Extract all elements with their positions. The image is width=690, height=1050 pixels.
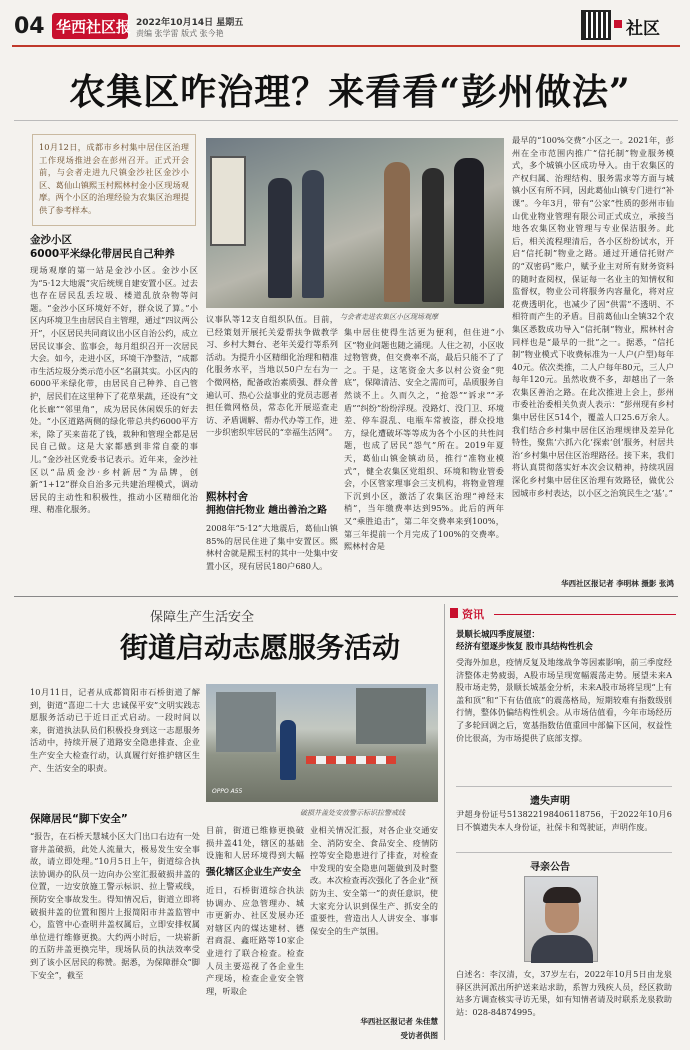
notice1-divider xyxy=(456,786,672,787)
article1-byline: 华西社区报记者 李明林 摄影 张鸿 xyxy=(561,579,674,588)
article2-byline2: 受访者供图 xyxy=(400,1031,438,1040)
photo-watermark: OPPO A55 xyxy=(212,788,243,795)
photo-person-4 xyxy=(422,168,444,302)
sub1-title: 6000平米绿化带居民自己种养 xyxy=(30,248,175,260)
photo-person-3 xyxy=(384,162,410,302)
editors-line: 责编 张学雷 版式 张今艳 xyxy=(136,29,224,38)
qr-code-icon xyxy=(583,12,609,38)
photo-building xyxy=(216,692,276,752)
article2-photo-caption: 破损井盖处安放警示标识拉警戒线 xyxy=(300,809,405,817)
col2b-body: 2008年“5·12”大地震后，葛仙山镇85%的居民住进了集中安置区。熙林村舍就是熙玉村的其中一处集中安置小区，现有居民180户680人。 xyxy=(206,523,338,571)
article2-photo xyxy=(206,684,438,802)
article1-photo xyxy=(206,138,504,308)
news-title-line2: 经济有望逐步恢复 股市具结构性机会 xyxy=(456,641,593,651)
article2-col2a-body: 目前，街道已维修更换破损井盖41处，辖区的基础设施和人居环境得到大幅 xyxy=(206,825,304,861)
notice1-title: 遗失声明 xyxy=(530,796,570,807)
sidebar-vertical-rule xyxy=(444,604,445,1040)
photo-person-2 xyxy=(302,170,324,298)
news-body: 受海外加息，疫情反复及地缘战争等因素影响，前三季度经济整体走势疲弱，A股市场呈现宽幅震荡走势。展望未来A股市场走势，景顺长城基金分析，未来A股市场将呈现“上有盖和顶”和“下有估值底”的震荡格局，短期较难有指数级别行情，整体仍偏结构性机会。从市场估值看，今年市场经历了多轮回调之后，宽基指数估值重回中部偏下区间，权益性价比很高，为市场提供了底部支撑。 xyxy=(456,657,672,743)
article2-sub2-title: 强化辖区企业生产安全 xyxy=(206,867,302,878)
article2-byline1: 华西社区报记者 朱佳慧 xyxy=(360,1017,438,1026)
mid-divider xyxy=(14,596,678,597)
photo-hair xyxy=(543,887,581,903)
issue-date: 2022年10月14日 星期五 xyxy=(136,18,244,28)
article2-sub1-title: 保障居民“脚下安全” xyxy=(30,813,128,825)
sidebar xyxy=(450,604,678,1044)
col3-body: 集中居住使得生活更为便利，但住进“小区”物业问题也随之涌现。人住之初，小区收过物管费，但交费率不高，最后只能不了了之。于是，这笔资金大多以村公资金“兜底”，保障清洁、安全之需而可，品质服务自然谈不上。久而久之，“抢怨”“诉求”“矛盾”“纠纷”纷纷浮现。没路灯、没门卫、环境差、停车混乱、电瓶车常被盗，群众投地方，绿化遭破坏等等成为各个小区的共性问题，也成了居民“怨气”所在。2019年夏天，葛仙山镇金镇动员，推行“准物业模式”，健全农集区党组织、环境和物业管委会，小区管家理事会三支机构，将物业管理下沉到小区，激活了农集区治理“神经末梢”，当年缴费率达到95%。此后的两年又“乘胜追击”，第二年交费率来到100%，第三年提前一个月完成了100%的交费率。熙林村舍是 xyxy=(344,327,504,552)
article2-col2b-body: 近日，石桥街道综合执法协调办、应急管理办、城市更新办、社区发展办还对辖区内的煤达建材、德君商混、鑫旺路等10家企业进行了联合检查。检查人员主要巡视了各企业生产现场，检查企业安全管理，听取企 xyxy=(206,885,304,996)
headline-underline xyxy=(14,120,678,121)
photo-shoulders xyxy=(531,935,593,963)
photo-person-5 xyxy=(454,158,484,304)
col2a-body: 议事队等12支自组织队伍。目前，已经策划开展托关爱帮扶争做教学习、乡村大舞台、老年关爱行等系列活动。为提升小区精细化治理和精准化服务水平，当地以50户左右为一个微网格，配备政治素质强、群众普遍认可、热心公益事业的党员志愿者担任微网格员，常态化开展巡查走访、矛盾调解、帮办代办等工作，进一步织密织牢居民的“幸福生活网”。 xyxy=(206,314,338,438)
brand-name: 华西社区报 xyxy=(56,18,132,36)
photo-display-board xyxy=(210,156,246,246)
sidebar-label-marker-icon xyxy=(450,608,458,618)
notice1-body: 尹超身份证号513822198406118756，于2022年10月6日不慎遗失本人身份证，社保卡和驾驶证，声明作废。 xyxy=(456,809,672,832)
article1-lead xyxy=(32,134,196,226)
article2-col3-body: 业相关情况汇报，对各企业交通安全、消防安全、食品安全、疫情防控等安全隐患进行了排查，对检查中发现的安全隐患问题做到及时整改。本次检查再次强化了各企业“预防为主、安全第一”的责任意识，使大家充分认识到保生产、抓安全的重要性，营造出人人讲安全、事事保安全的生产氛围。 xyxy=(310,825,438,936)
sub1-kicker: 金沙小区 xyxy=(30,234,72,246)
photo-building-2 xyxy=(356,688,426,744)
col4-body: 最早的“100%交费”小区之一。2021年，彭州在全市范围内推广“信托制”物业服务模式，多个城镇小区成功导入。由于农集区的产权归属、治理结构、服务需求等方面与城镇小区有所不同，因此葛仙山镇专门进行“补课”。今年3月，带有“公家”性质的彭州市仙山优业物业管理有限公司正式成立，承接当地各农集区物业管理与专业保洁服务。此后，相关流程理清后，各小区纷纷试水，开启“信托制”物业之路。通过开通信托财产的“双密码”账户，赋予业主对所有财务资料的随时查阅权，保证每一名业主的知情权和监督权，物业公司将服务内容量化，将对应花费透明化，也减少了因“供需”不透明、不相符而产生的矛盾。目前葛仙山全镇32个农集区悉数成功导入“信托制”物业，熙林村舍同样也是“最早的一批”之一。据悉，“信托制”物业模式下收费标准为一人户(户型)每年40元。依次类推，二人户每年80元，三人户每年120元。虽然收费不多，却越出了一条农集区善治之路。在此次推进上会上，彭州市委社治委相关负责人表示：“彭州现有乡村集中居住区514个，覆盖人口25.6万余人。我们结合乡村集中居住区治理规律及差异化特性，聚焦‘六抓六化’探索‘创’服务，村居共治‘乡村集中居住区治理路径。接下来，我们将认真贯彻落实好本次会议精神，持续巩固深化乡村集中居住区治理有效路径，做优公园城市乡村表达，以小区之治筑民生之‘基’。” xyxy=(512,135,674,498)
missing-person-photo xyxy=(524,876,598,962)
notice2-title: 寻亲公告 xyxy=(530,862,570,873)
sidebar-label: 资讯 xyxy=(462,608,484,621)
header-divider xyxy=(12,45,680,47)
article2-kicker: 保障生产生活安全 xyxy=(150,610,255,625)
section-name: 社区 xyxy=(626,19,660,39)
article2-col1-body: “报告，在石桥天慧城小区大门出口右边有一处窨井盖破损，此处人流量大，极易发生安全事故，请立即处理。”10月5日上午，街道综合执法协调办的队员一边向办公室汇报破损井盖的位置，一边安放施工警示标识、拉上警戒线，预防安全事故发生。得知情况后，街道立即将破损井盖的位置和图片上报简阳市井盖监管中心，监管中心查明井盖权属后，立即安排权属单位进行维修更换。大约两小时后，一块崭新的五防井盖更换完毕，现场队员的执法效率受到了该小区居民的称赞。据悉，为保障群众“脚下安全”，截至 xyxy=(30,831,200,980)
sidebar-label-line xyxy=(494,614,676,615)
article2-lead: 10月11日，记者从成都简阳市石桥街道了解到，街道“喜迎二十大 忠诚保平安”文明实践志愿服务活动已于近日正式启动。一段时间以来，街道执法队员们积极投身到这一志愿服务活动中，持续开展了道路安全隐患排查、企业生产安全大检查行动，认真履行好推护辖区生产、生活安全的职责。 xyxy=(30,687,200,773)
photo-barrier xyxy=(306,756,396,764)
lead-text: 10月12日，成都市乡村集中居住区治理工作现场推进会在彭州召开。正式开会前，与会者走进九尺镇金沙社区金沙小区、葛仙山镇熙玉村熙林村金小区现场观摩。两个小区的治理经验为农集区治理提供了参考样本。 xyxy=(39,142,189,215)
sub2-title: 拥抱信托物业 趟出善治之路 xyxy=(206,505,327,516)
news-title-line1: 景顺长城四季度展望： xyxy=(456,629,540,639)
photo-worker xyxy=(280,720,296,780)
article1-photo-caption: 与会者走进农集区小区现场观摩 xyxy=(340,313,438,321)
page-number: 04 xyxy=(14,14,45,39)
page-header xyxy=(0,0,690,52)
photo-person-1 xyxy=(268,178,292,298)
section-marker-icon xyxy=(614,20,622,28)
notice2-divider xyxy=(456,852,672,853)
article2-headline: 街道启动志愿服务活动 xyxy=(120,631,401,664)
col1-body: 现场观摩的第一站是金沙小区。金沙小区为“5·12大地震”灾后统规自建安置小区。过去也存在居民乱丢垃圾、楼道乱放杂物等问题。“金沙小区环境好不好，群众说了算。”小区内环境卫生由居民自主管理，通过“四议两公开”，小区居民共同商议出小区自治公约，成立居民议事会、监事会，每月组织召开一次居民大会。如今，走进小区，环境干净整洁，“成都市生活垃圾分类示范小区”名副其实。小区内的6000平米绿化带，由居民自己种养、自己管护，居民们在这里种下了花草果蔬，还设有“文化长廊”“邻里角”，成为居民休闲娱乐的好去处。“小区道路两侧的绿化带总共约6000平方米，除了买来苗花了钱，栽种和管理全都是居民自己做。这是大家都感到非常自豪的事儿。”金沙社区党委书记表示。近年来，金沙社区以“品质金沙·乡村新居”为品牌，创新“1+12”群众自治多元共建治理模式，调动居民的主动性和积极性，推动小区精细化治理、精准化服务。 xyxy=(30,265,198,515)
notice2-body: 白述名：李汉清，女，37岁左右，2022年10月5日由龙泉驿区洪河派出所护送来站求助，系智力残疾人员，经区救助站多方调查核实寻访无果，如有知情者请及时联系龙泉救助站：028-84874995。 xyxy=(456,969,672,1017)
sub2-kicker: 熙林村舍 xyxy=(206,491,248,503)
article1-headline: 农集区咋治理？来看看“彭州做法” xyxy=(69,71,631,113)
